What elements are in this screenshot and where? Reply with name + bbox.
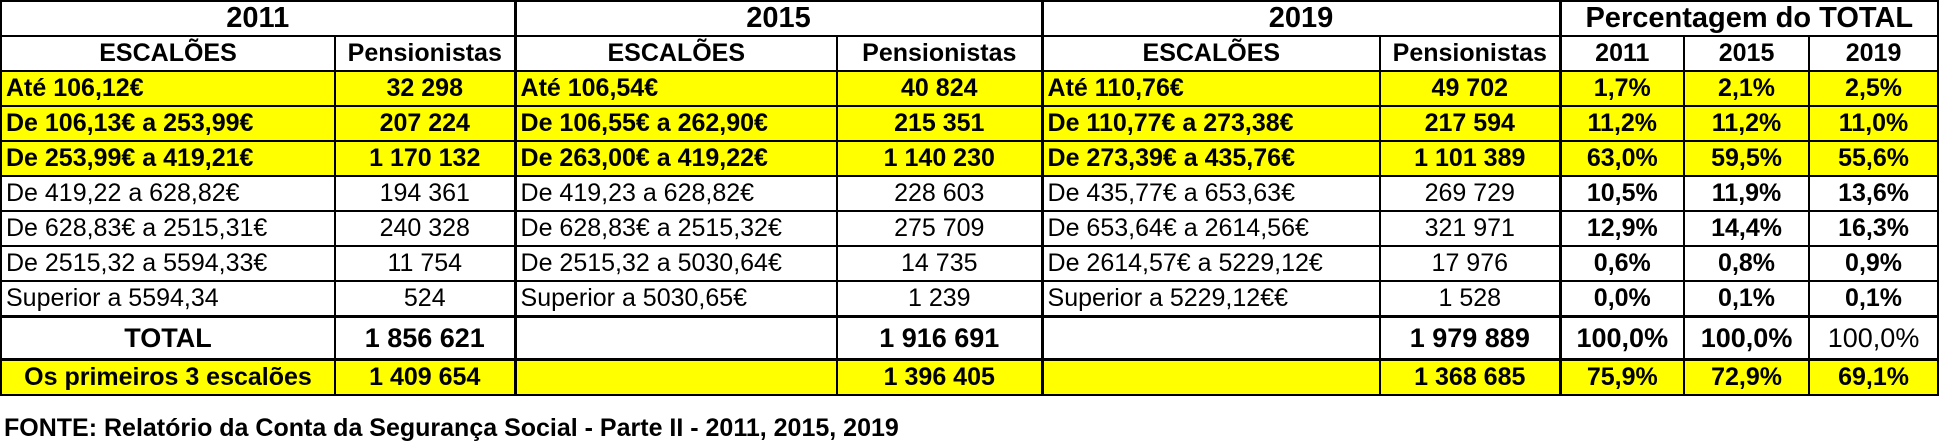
year-2011-header: 2011 — [1, 1, 515, 36]
pensionistas-2019: 17 976 — [1380, 246, 1560, 281]
empty-cell — [1042, 317, 1380, 360]
escalao-2015: De 2515,32 a 5030,64€ — [515, 246, 837, 281]
table-row — [1, 176, 1938, 211]
pct-2019: 2,5% — [1809, 71, 1938, 106]
pct-total-header: Percentagem do TOTAL — [1560, 1, 1938, 36]
pensionistas-2011: 240 328 — [335, 211, 515, 246]
pct-2015: 2,1% — [1684, 71, 1809, 106]
total-2011: 1 856 621 — [335, 317, 515, 360]
col-escaloes-2011: ESCALÕES — [1, 36, 335, 71]
escalao-2011: De 2515,32 a 5594,33€ — [1, 246, 335, 281]
pensionistas-2015: 14 735 — [837, 246, 1042, 281]
table-row — [1, 246, 1938, 281]
first3-label: Os primeiros 3 escalões — [1, 360, 335, 396]
escalao-2019: Superior a 5229,12€€ — [1042, 281, 1380, 317]
pensionistas-2019: 321 971 — [1380, 211, 1560, 246]
pct-2011: 0,0% — [1560, 281, 1684, 317]
pct-2011: 11,2% — [1560, 106, 1684, 141]
pct-2011: 10,5% — [1560, 176, 1684, 211]
col-pensionistas-2019: Pensionistas — [1380, 36, 1560, 71]
table-row — [1, 281, 1938, 317]
column-header-row — [1, 36, 1938, 71]
total-pct-2011: 100,0% — [1560, 317, 1684, 360]
col-pct-2015: 2015 — [1684, 36, 1809, 71]
first3-pct-2015: 72,9% — [1684, 360, 1809, 396]
total-2019: 1 979 889 — [1380, 317, 1560, 360]
escalao-2015: Superior a 5030,65€ — [515, 281, 837, 317]
pct-2011: 63,0% — [1560, 141, 1684, 176]
pct-2011: 12,9% — [1560, 211, 1684, 246]
first3-2011: 1 409 654 — [335, 360, 515, 396]
escalao-2011: Superior a 5594,34 — [1, 281, 335, 317]
escalao-2011: Até 106,12€ — [1, 71, 335, 106]
escalao-2015: De 263,00€ a 419,22€ — [515, 141, 837, 176]
col-escaloes-2019: ESCALÕES — [1042, 36, 1380, 71]
pensionistas-2011: 1 170 132 — [335, 141, 515, 176]
pensionistas-2011: 32 298 — [335, 71, 515, 106]
pensionistas-2011: 524 — [335, 281, 515, 317]
pct-2015: 0,8% — [1684, 246, 1809, 281]
pct-2011: 1,7% — [1560, 71, 1684, 106]
col-pct-2011: 2011 — [1560, 36, 1684, 71]
empty-cell — [515, 360, 837, 396]
year-header-row — [1, 1, 1938, 36]
pct-2011: 0,6% — [1560, 246, 1684, 281]
pct-2015: 11,9% — [1684, 176, 1809, 211]
pct-2019: 13,6% — [1809, 176, 1938, 211]
escalao-2015: De 628,83€ a 2515,32€ — [515, 211, 837, 246]
escalao-2015: De 106,55€ a 262,90€ — [515, 106, 837, 141]
total-pct-2019: 100,0% — [1809, 317, 1938, 360]
escalao-2011: De 253,99€ a 419,21€ — [1, 141, 335, 176]
first3-2015: 1 396 405 — [837, 360, 1042, 396]
pensionistas-2011: 194 361 — [335, 176, 515, 211]
empty-cell — [515, 317, 837, 360]
first3-2019: 1 368 685 — [1380, 360, 1560, 396]
first3-pct-2019: 69,1% — [1809, 360, 1938, 396]
pensionistas-2015: 215 351 — [837, 106, 1042, 141]
pct-2015: 14,4% — [1684, 211, 1809, 246]
pensionistas-2015: 40 824 — [837, 71, 1042, 106]
col-pensionistas-2015: Pensionistas — [837, 36, 1042, 71]
pct-2019: 0,9% — [1809, 246, 1938, 281]
pct-2015: 59,5% — [1684, 141, 1809, 176]
escalao-2011: De 106,13€ a 253,99€ — [1, 106, 335, 141]
escalao-2015: De 419,23 a 628,82€ — [515, 176, 837, 211]
escalao-2011: De 419,22 a 628,82€ — [1, 176, 335, 211]
escalao-2019: De 273,39€ a 435,76€ — [1042, 141, 1380, 176]
table-row — [1, 71, 1938, 106]
year-2015-header: 2015 — [515, 1, 1042, 36]
pensionistas-2019: 1 101 389 — [1380, 141, 1560, 176]
escalao-2019: De 110,77€ a 273,38€ — [1042, 106, 1380, 141]
first-three-brackets-row — [1, 360, 1938, 396]
pensionistas-2019: 217 594 — [1380, 106, 1560, 141]
source-note: FONTE: Relatório da Conta da Segurança Social - Parte II - 2011, 2015, 2019 — [4, 414, 899, 442]
col-pct-2019: 2019 — [1809, 36, 1938, 71]
escalao-2019: De 435,77€ a 653,63€ — [1042, 176, 1380, 211]
year-2019-header: 2019 — [1042, 1, 1560, 36]
escalao-2019: De 2614,57€ a 5229,12€ — [1042, 246, 1380, 281]
pct-2019: 16,3% — [1809, 211, 1938, 246]
pensionistas-2019: 269 729 — [1380, 176, 1560, 211]
pensionistas-2015: 275 709 — [837, 211, 1042, 246]
col-escaloes-2015: ESCALÕES — [515, 36, 837, 71]
pct-2015: 0,1% — [1684, 281, 1809, 317]
pct-2019: 11,0% — [1809, 106, 1938, 141]
pensionistas-2015: 1 239 — [837, 281, 1042, 317]
pct-2015: 11,2% — [1684, 106, 1809, 141]
pensionistas-2015: 1 140 230 — [837, 141, 1042, 176]
pensionistas-2015: 228 603 — [837, 176, 1042, 211]
escalao-2019: Até 110,76€ — [1042, 71, 1380, 106]
first3-pct-2011: 75,9% — [1560, 360, 1684, 396]
pct-2019: 0,1% — [1809, 281, 1938, 317]
table-row — [1, 211, 1938, 246]
total-pct-2015: 100,0% — [1684, 317, 1809, 360]
table-row — [1, 106, 1938, 141]
total-row — [1, 317, 1938, 360]
table-row — [1, 141, 1938, 176]
pensionistas-2019: 1 528 — [1380, 281, 1560, 317]
escalao-2019: De 653,64€ a 2614,56€ — [1042, 211, 1380, 246]
pensionistas-2011: 207 224 — [335, 106, 515, 141]
pensionistas-2011: 11 754 — [335, 246, 515, 281]
total-2015: 1 916 691 — [837, 317, 1042, 360]
escalao-2015: Até 106,54€ — [515, 71, 837, 106]
escalao-2011: De 628,83€ a 2515,31€ — [1, 211, 335, 246]
pct-2019: 55,6% — [1809, 141, 1938, 176]
total-label: TOTAL — [1, 317, 335, 360]
empty-cell — [1042, 360, 1380, 396]
pensionistas-2019: 49 702 — [1380, 71, 1560, 106]
col-pensionistas-2011: Pensionistas — [335, 36, 515, 71]
